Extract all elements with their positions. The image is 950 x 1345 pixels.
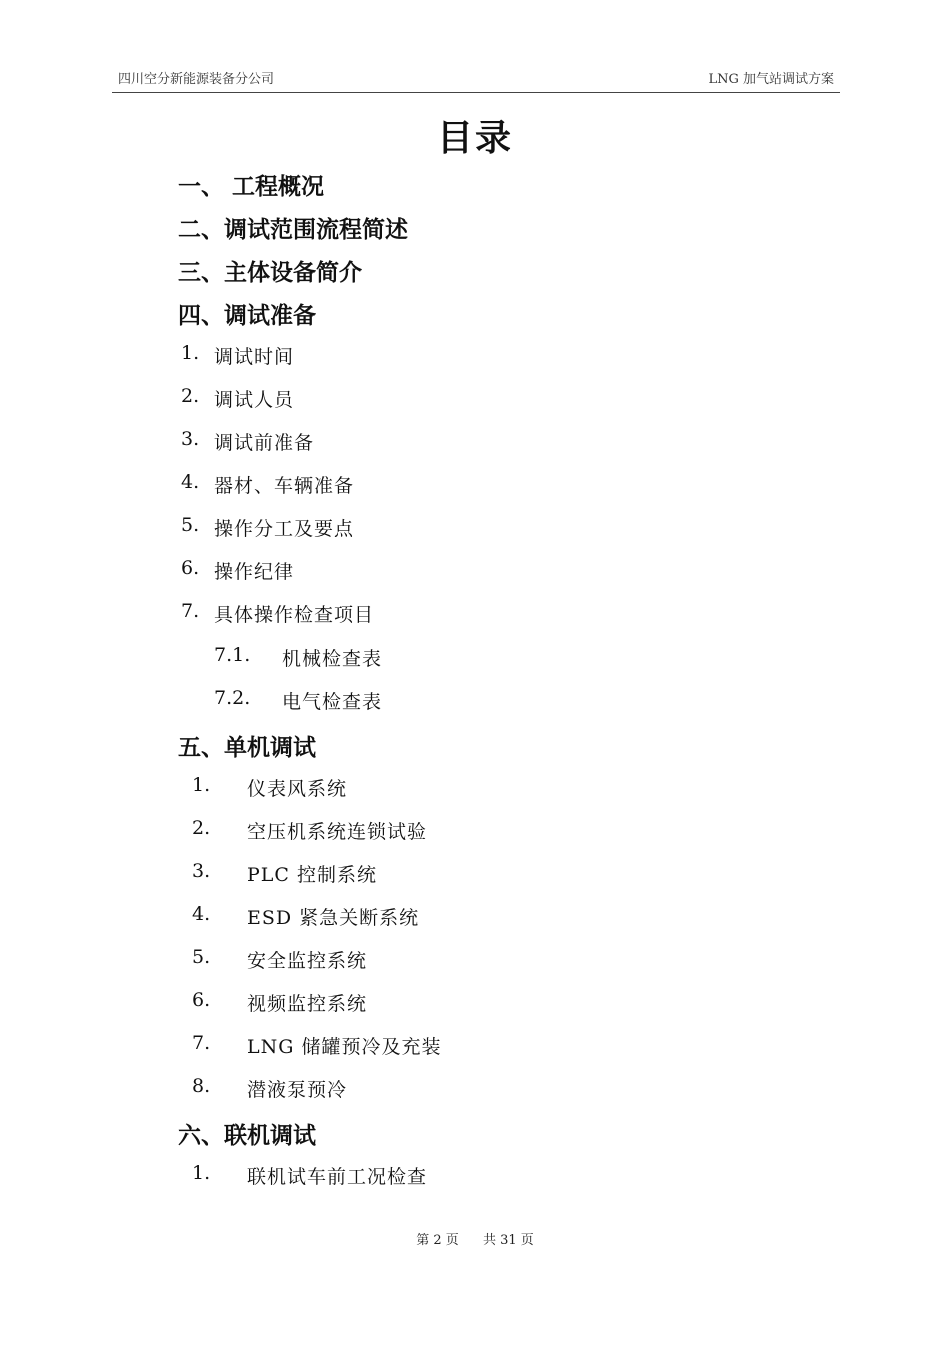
toc-item-number: 5. — [181, 514, 200, 536]
toc-subitem-number: 7.1. — [214, 644, 251, 666]
toc-item-number: 5. — [192, 946, 211, 968]
header-company: 四川空分新能源装备分公司 — [118, 72, 275, 87]
toc-item-text: 调试前准备 — [214, 432, 315, 454]
toc-subitem-number: 7.2. — [214, 687, 251, 709]
toc-item-number: 1. — [192, 1162, 211, 1184]
toc-item-number: 7. — [181, 600, 200, 622]
toc-item-text: 视频监控系统 — [247, 993, 368, 1015]
toc-item-text: 联机试车前工况检查 — [247, 1166, 428, 1188]
toc-subitem-text: 电气检查表 — [282, 691, 383, 713]
toc-item-text: 仪表风系统 — [247, 778, 348, 800]
toc-item-text: LNG 储罐预冷及充装 — [247, 1036, 442, 1058]
toc-item-number: 6. — [192, 989, 211, 1011]
toc-item-number: 1. — [192, 774, 211, 796]
toc-item-text: PLC 控制系统 — [247, 864, 377, 886]
toc-item-text: 调试时间 — [214, 346, 295, 368]
toc-item-text: 具体操作检查项目 — [214, 604, 375, 626]
toc-item-number: 3. — [192, 860, 211, 882]
toc-item-text: 操作分工及要点 — [214, 518, 355, 540]
toc-item-number: 6. — [181, 557, 200, 579]
toc-item-number: 7. — [192, 1032, 211, 1054]
toc-item-text: 潜液泵预冷 — [247, 1079, 348, 1101]
toc-item-number: 8. — [192, 1075, 211, 1097]
toc-item-number: 4. — [181, 471, 200, 493]
toc-item-text: 调试人员 — [214, 389, 295, 411]
toc-item-number: 2. — [192, 817, 211, 839]
header-doc-title: LNG 加气站调试方案 — [708, 72, 834, 87]
toc-item-text: 器材、车辆准备 — [214, 475, 355, 497]
toc-item-text: 操作纪律 — [214, 561, 295, 583]
toc-item-text: 安全监控系统 — [247, 950, 368, 972]
toc-item-number: 2. — [181, 385, 200, 407]
page-number: 第 2 页 — [416, 1233, 459, 1248]
page-footer — [0, 1229, 950, 1248]
toc-item-number: 3. — [181, 428, 200, 450]
page-total: 共 31 页 — [482, 1233, 534, 1248]
toc-section-1[interactable]: 一、 工程概况 — [178, 173, 325, 200]
toc-section-4[interactable]: 四、调试准备 — [178, 302, 316, 329]
toc-item-number: 4. — [192, 903, 211, 925]
toc-section-6[interactable]: 六、联机调试 — [178, 1122, 316, 1149]
toc-section-3[interactable]: 三、主体设备简介 — [178, 259, 362, 286]
toc-item-text: 空压机系统连锁试验 — [247, 821, 428, 843]
toc-item-number: 1. — [181, 342, 200, 364]
toc-subitem-text: 机械检查表 — [282, 648, 383, 670]
page-title: 目录 — [436, 117, 513, 159]
toc-item-text: ESD 紧急关断系统 — [247, 907, 420, 929]
toc-section-5[interactable]: 五、单机调试 — [178, 734, 316, 761]
toc-section-2[interactable]: 二、调试范围流程简述 — [178, 216, 408, 243]
